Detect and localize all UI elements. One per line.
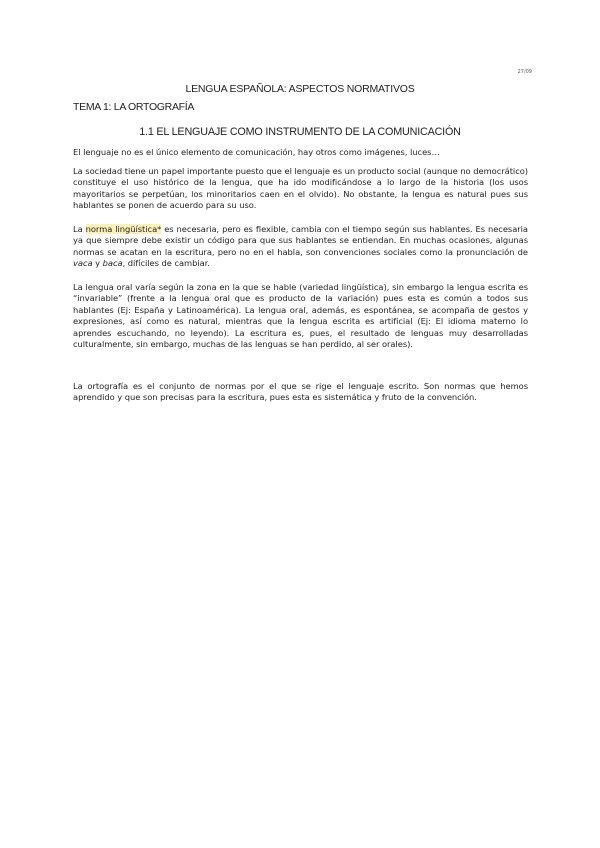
paragraph-2: La sociedad tiene un papel importante puesto que el lenguaje es un producto social (aunque no democrático) constituye el uso histórico de la lengua, que ha ido modificándose a lo largo de la historia (los usos mayoritarios se perpetúan, los minoritarios caen en el olvido). No obstante, la lengua es natural pues sus hablantes se ponen de acuerdo para su uso.: [73, 166, 528, 211]
highlight-norma-linguistica: norma lingüística*: [85, 224, 162, 234]
p3-italic-baca: baca: [102, 258, 123, 269]
tema-heading: TEMA 1: LA ORTOGRAFÍA: [73, 101, 195, 113]
paragraph-3: [73, 224, 528, 270]
paragraph-4: La lengua oral varía según la zona en la que se hable (variedad lingüística), sin embargo la lengua escrita es “invariable” (frente a la lengua oral que es producto de la variación) pues esta es común a todos sus hablantes (Ej: España y Latinoamérica). La lengua oral, además, es espontánea, se acompaña de gestos y expresiones, así como es natural, mientras que la lengua escrita es artificial (Ej: El idioma materno lo aprendes escuchando, no leyendo). La escritura es, pues, el resultado de lenguas muy desarrolladas culturalmente, sin embargo, muchas de las lenguas se han perdido, al ser orales).: [73, 282, 528, 350]
p3-text-mid: y: [92, 258, 103, 269]
p3-text-end: , difíciles de cambiar.: [122, 258, 210, 269]
paragraph-5: La ortografía es el conjunto de normas por el que se rige el lenguaje escrito. Son normas que hemos aprendido y que son precisas para la escritura, pues esta es sistemática y fruto de la convención.: [73, 381, 528, 403]
page-date: 27/09: [517, 69, 532, 75]
section-1-1-heading: 1.1 EL LENGUAJE COMO INSTRUMENTO DE LA COMUNICACIÓN: [139, 126, 461, 138]
document-title: LENGUA ESPAÑOLA: ASPECTOS NORMATIVOS: [185, 83, 415, 95]
p3-italic-vaca: vaca: [73, 258, 93, 269]
p3-text-body: es necesaria, pero es flexible, cambia con el tiempo según sus hablantes. Es necesaria ya que siempre debe existir un código para que sus hablantes se entiendan. En muchas ocasiones, algunas normas se acatan en la escritura, pero no en el habla, son convenciones sociales como la pronunciación de: [73, 224, 529, 257]
p3-text-pre: La: [73, 224, 86, 234]
paragraph-1: El lenguaje no es el único elemento de comunicación, hay otros como imágenes, luces…: [73, 147, 440, 157]
